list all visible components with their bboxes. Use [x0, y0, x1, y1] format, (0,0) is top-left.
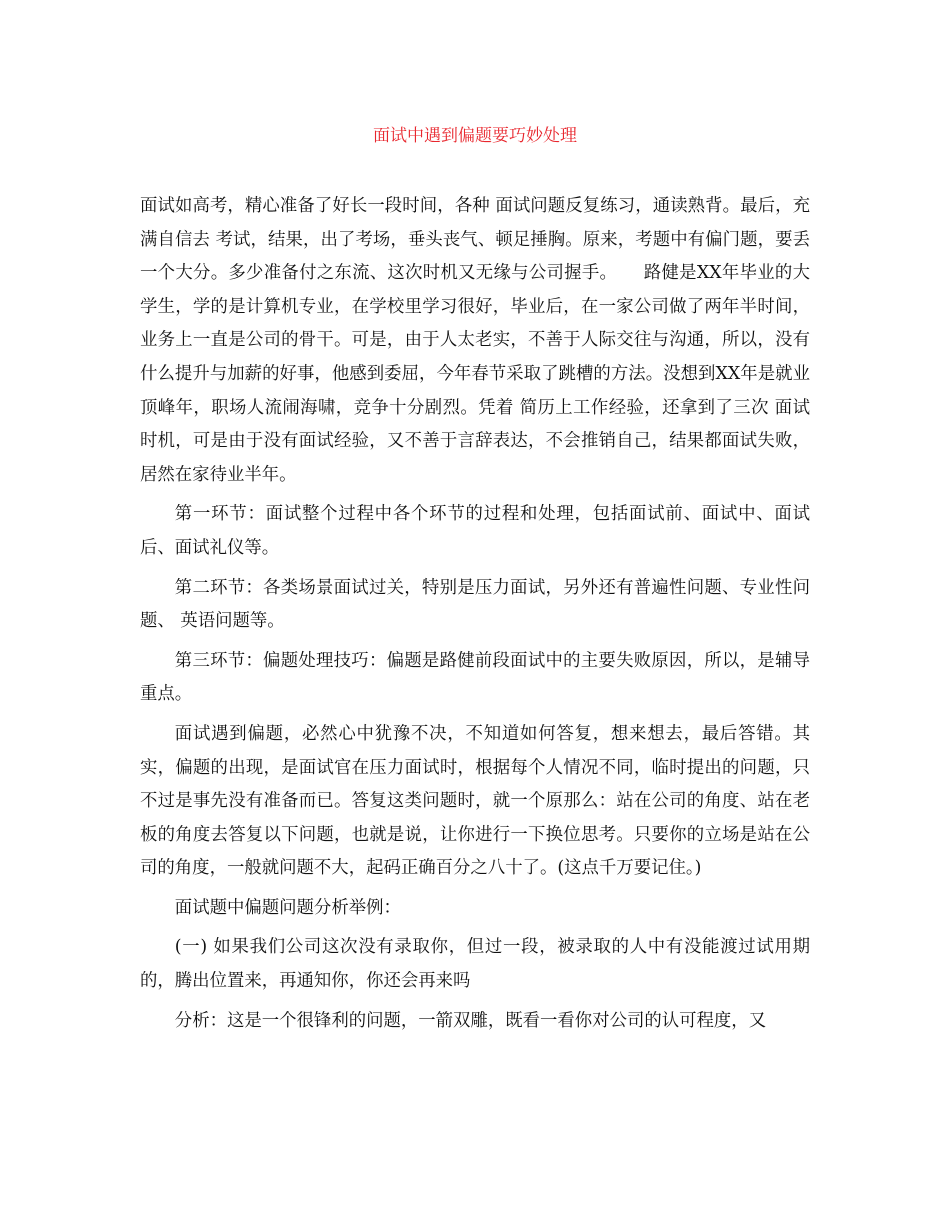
paragraph-step-one: 第一环节：面试整个过程中各个环节的过程和处理，包括面试前、面试中、面试后、面试礼仪等。: [140, 504, 810, 558]
paragraph-example-one: (一) 如果我们公司这次没有录取你，但过一段，被录取的人中有没能渡过试用期的，腾出位置来，再通知你，你还会再来吗: [140, 937, 810, 992]
paragraph-examples-heading: 面试题中偏题问题分析举例：: [174, 897, 401, 918]
paragraph-analysis: 分析：这是一个很锋利的问题，一箭双雕，既看一看你对公司的认可程度，又: [174, 1010, 767, 1031]
document-body: [140, 190, 810, 1044]
paragraph-step-two: 第二环节：各类场景面试过关，特别是压力面试，另外还有普遍性问题、专业性问题、 英语问题等。: [140, 577, 810, 632]
paragraph-offtopic-advice: 面试遇到偏题，必然心中犹豫不决，不知道如何答复，想来想去，最后答错。其实，偏题的出现，是面试官在压力面试时，根据每个人情况不同，临时提出的问题，只不过是事先没有准备而已。答复这类问题时，就一个原那么：站在公司的角度、站在老板的角度去答复以下问题，也就是说，让你进行一下换位思考。只要你的立场是站在公司的角度，一般就问题不大，起码正确百分之八十了。(这点千万要记住。): [140, 723, 810, 879]
paragraph-intro: 面试如高考，精心准备了好长一段时间，各种 面试问题反复练习，通读熟背。最后，充满自信去 考试，结果，出了考场，垂头丧气、顿足捶胸。原来，考题中有偏门题，要丢一个大分。多少准备付之东流、这次时机又无缘与公司握手。 路健是XX年毕业的大学生，学的是计算机专业，在学校里学习很好，毕业后，在一家公司做了两年半时间，业务上一直是公司的骨干。可是，由于人太老实，不善于人际交往与沟通，所以，没有什么提升与加薪的好事，他感到委屈，今年春节采取了跳槽的方法。没想到XX年是就业顶峰年，职场人流闹海啸，竞争十分剧烈。凭着 简历上工作经验，还拿到了三次 面试时机，可是由于没有面试经验，又不善于言辞表达，不会推销自己，结果都面试失败，居然在家待业半年。: [140, 196, 810, 485]
document-title: 面试中遇到偏题要巧妙处理: [373, 126, 577, 146]
paragraph-step-three: 第三环节：偏题处理技巧：偏题是路健前段面试中的主要失败原因，所以，是辅导重点。: [140, 650, 810, 705]
